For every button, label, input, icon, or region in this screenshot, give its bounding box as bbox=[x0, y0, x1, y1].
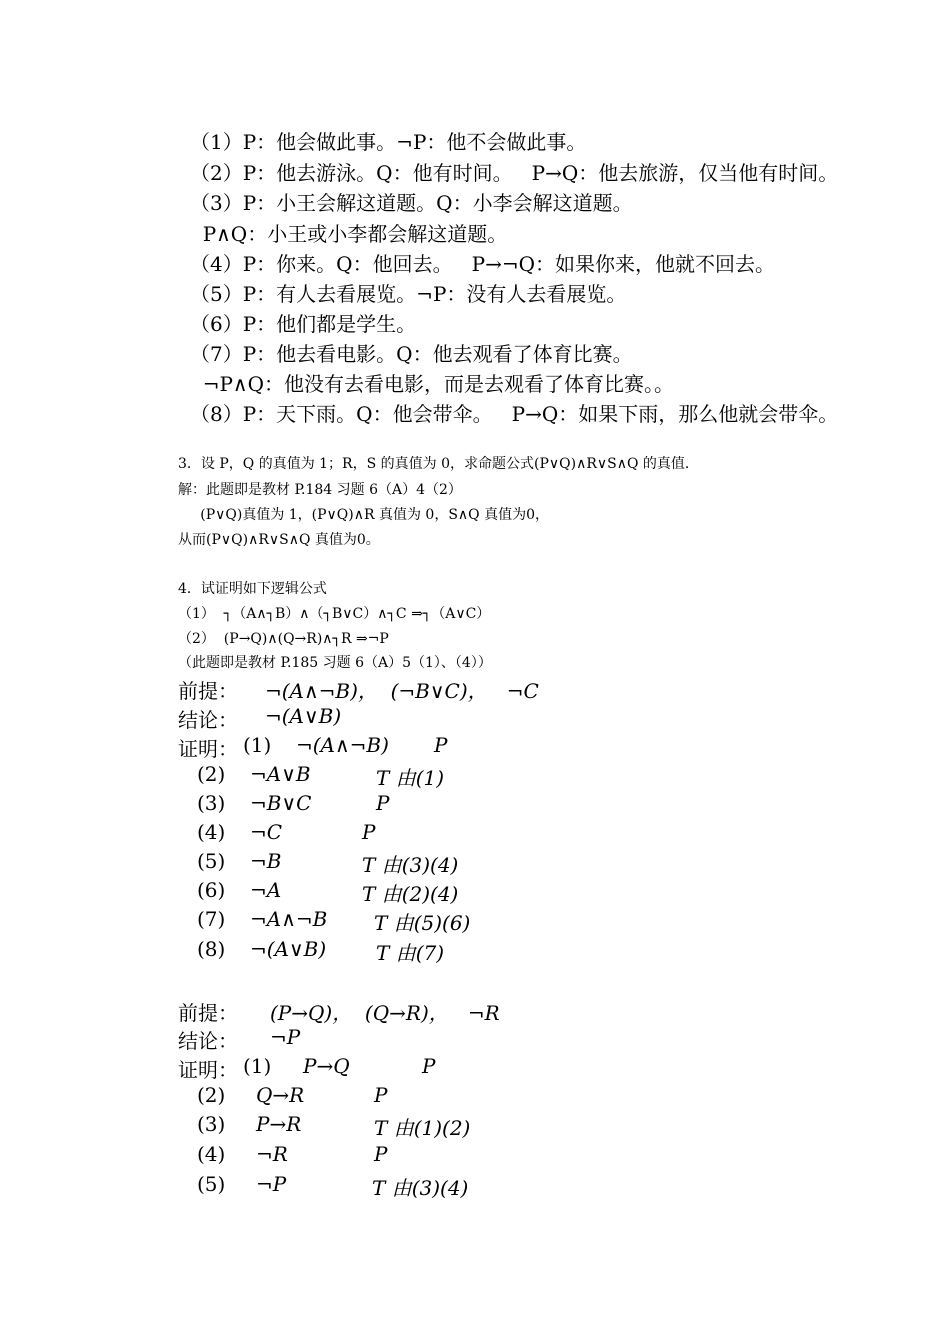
proof1-conclusion: ¬(A∨B) bbox=[265, 704, 342, 728]
proof2-step-num: (4) bbox=[197, 1142, 226, 1166]
proof1-step-reason: T 由(7) bbox=[376, 941, 445, 965]
proposition-line-6: （6）P：他们都是学生。 bbox=[190, 312, 417, 336]
proof1-premise-label: 前提： bbox=[178, 679, 238, 703]
proof1-step-formula: ¬(A∧¬B) bbox=[296, 733, 389, 757]
proof2-step-formula: P→Q bbox=[303, 1054, 350, 1078]
answer-3-line-2: (P∨Q)真值为 1，(P∨Q)∧R 真值为 0，S∧Q 真值为0， bbox=[178, 507, 550, 523]
proof2-step-reason: P bbox=[374, 1083, 388, 1107]
proof2-step-num: (5) bbox=[197, 1172, 226, 1196]
proof2-step-reason: T 由(3)(4) bbox=[372, 1176, 469, 1200]
proof1-step-reason: P bbox=[376, 791, 390, 815]
proof1-step-num: (2) bbox=[197, 762, 226, 786]
answer-3-line-1: 解：此题即是教材 P.184 习题 6（A）4（2） bbox=[178, 482, 462, 498]
proof1-step-num: (7) bbox=[197, 907, 226, 931]
proof1-step-num: (3) bbox=[197, 791, 226, 815]
proof2-step-reason: P bbox=[374, 1142, 388, 1166]
proposition-line-7b: ¬P∧Q：他没有去看电影，而是去观看了体育比赛。。 bbox=[190, 372, 674, 396]
proof2-step-reason: T 由(1)(2) bbox=[374, 1116, 471, 1140]
proof2-step-num: (3) bbox=[197, 1112, 226, 1136]
proof1-step-num: (4) bbox=[197, 820, 226, 844]
proof1-step-num: (8) bbox=[197, 937, 226, 961]
proof1-step-num: (1) bbox=[243, 733, 272, 757]
question-4-note: （此题即是教材 P.185 习题 6（A）5（1）、（4）） bbox=[178, 655, 492, 671]
proof2-premise: (P→Q)， (Q→R)， ¬R bbox=[270, 1001, 500, 1025]
answer-3-line-3: 从而(P∨Q)∧R∨S∧Q 真值为0。 bbox=[178, 532, 380, 548]
proof1-step-num: (6) bbox=[197, 878, 226, 902]
proof1-proof-label: 证明： bbox=[178, 737, 238, 761]
proof1-step-reason: P bbox=[362, 820, 376, 844]
proof1-step-formula: ¬C bbox=[250, 820, 283, 844]
proposition-line-8: （8）P：天下雨。Q：他会带伞。 P→Q：如果下雨，那么他就会带伞。 bbox=[190, 402, 839, 426]
proposition-line-1: （1）P：他会做此事。¬P：他不会做此事。 bbox=[190, 130, 587, 154]
proof2-step-formula: ¬P bbox=[256, 1172, 287, 1196]
proof1-step-formula: ¬(A∨B) bbox=[250, 937, 327, 961]
proposition-line-3: （3）P：小王会解这道题。Q：小李会解这道题。 bbox=[190, 191, 633, 215]
question-3: 3．设 P，Q 的真值为 1；R，S 的真值为 0，求命题公式(P∨Q)∧R∨S∧Q 的真值． bbox=[178, 456, 699, 472]
proof2-conclusion-label: 结论： bbox=[178, 1029, 238, 1053]
question-4: 4．试证明如下逻辑公式 bbox=[178, 581, 327, 597]
proof1-step-formula: ¬B∨C bbox=[250, 791, 312, 815]
proof2-step-formula: ¬R bbox=[256, 1142, 288, 1166]
proof2-premise-label: 前提： bbox=[178, 1001, 238, 1025]
proof1-step-formula: ¬A∨B bbox=[250, 762, 311, 786]
proof1-step-reason: T 由(5)(6) bbox=[374, 911, 471, 935]
proof1-step-reason: P bbox=[434, 733, 448, 757]
proof2-conclusion: ¬P bbox=[270, 1025, 301, 1049]
proposition-line-5: （5）P：有人去看展览。¬P：没有人去看展览。 bbox=[190, 282, 627, 306]
proof2-step-formula: P→R bbox=[256, 1112, 302, 1136]
proposition-line-7: （7）P：他去看电影。Q：他去观看了体育比赛。 bbox=[190, 342, 633, 366]
proof1-conclusion-label: 结论： bbox=[178, 708, 238, 732]
proof1-step-formula: ¬A bbox=[250, 878, 282, 902]
proof1-step-reason: T 由(2)(4) bbox=[362, 882, 459, 906]
proposition-line-2: （2）P：他去游泳。Q：他有时间。 P→Q：他去旅游，仅当他有时间。 bbox=[190, 161, 839, 185]
proof1-step-reason: T 由(1) bbox=[376, 766, 445, 790]
proof2-step-num: (2) bbox=[197, 1083, 226, 1107]
question-4-item-2: （2） (P→Q)∧(Q→R)∧┐R ⇒¬P bbox=[178, 631, 389, 647]
proof2-step-num: (1) bbox=[243, 1054, 272, 1078]
proof1-step-reason: T 由(3)(4) bbox=[362, 853, 459, 877]
proposition-line-4: （4）P：你来。Q：他回去。 P→¬Q：如果你来，他就不回去。 bbox=[190, 252, 776, 276]
proof1-step-formula: ¬A∧¬B bbox=[250, 907, 328, 931]
proof2-proof-label: 证明： bbox=[178, 1058, 238, 1082]
question-4-item-1: （1） ┐（A∧┐B）∧（┐B∨C）∧┐C ⇒┐（A∨C） bbox=[178, 606, 491, 622]
proof2-step-reason: P bbox=[422, 1054, 436, 1078]
proof1-step-num: (5) bbox=[197, 849, 226, 873]
proposition-line-3b: P∧Q：小王或小李都会解这道题。 bbox=[190, 222, 508, 246]
proof1-premise: ¬(A∧¬B)， (¬B∨C)， ¬C bbox=[265, 679, 539, 703]
proof1-step-formula: ¬B bbox=[250, 849, 282, 873]
proof2-step-formula: Q→R bbox=[256, 1083, 305, 1107]
